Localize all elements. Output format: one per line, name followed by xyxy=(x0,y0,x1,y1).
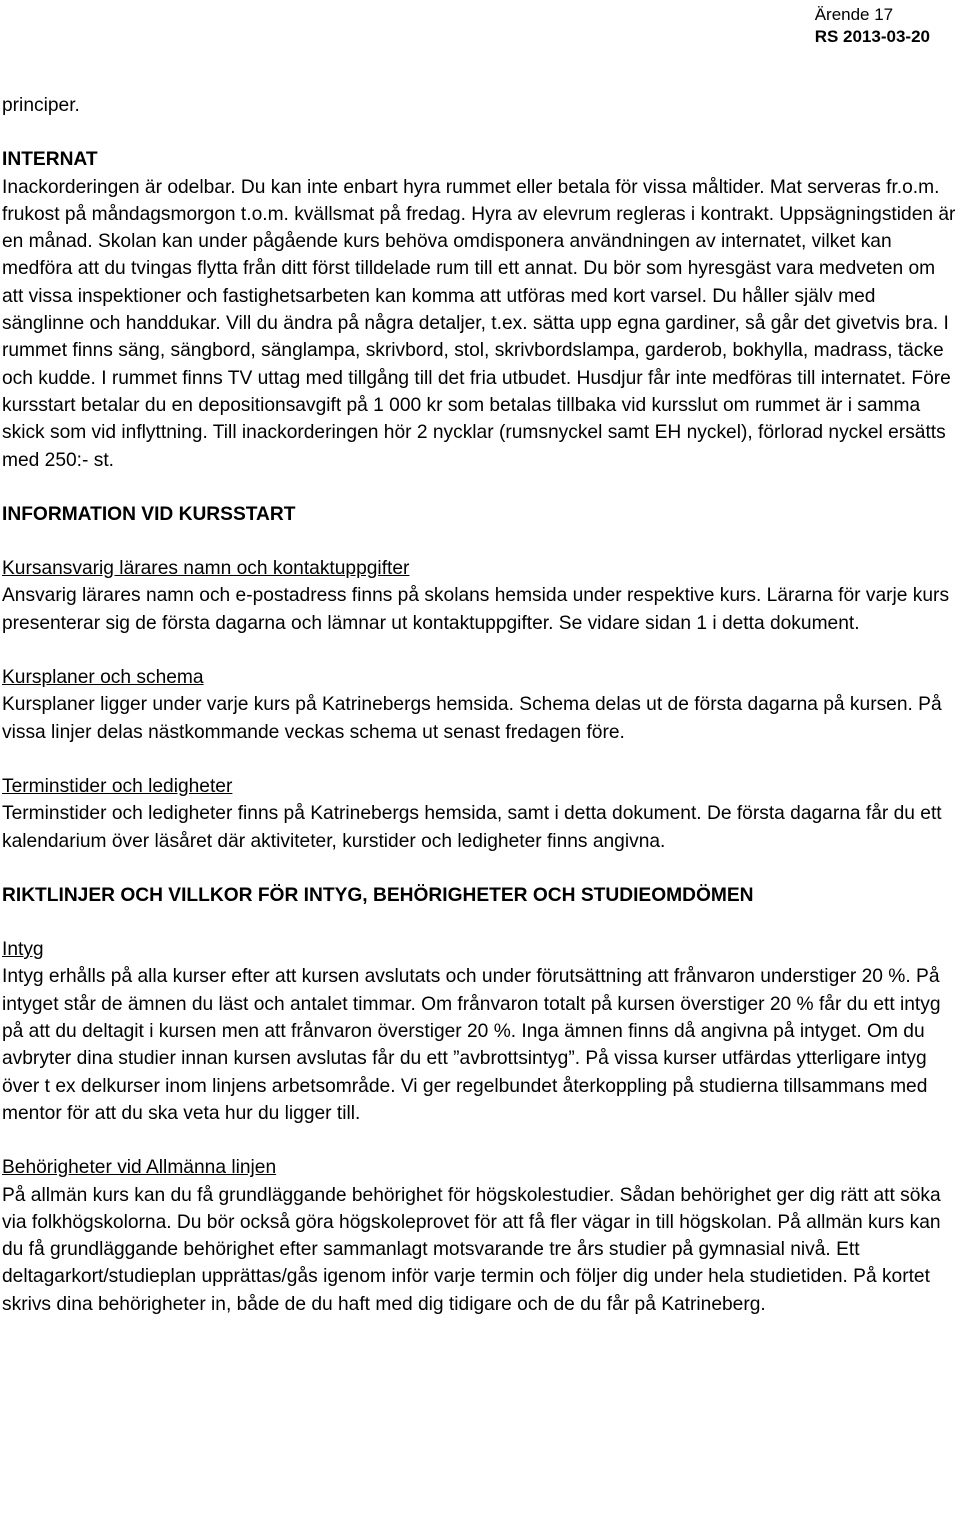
teacher-text: Ansvarig lärares namn och e-postadress finns på skolans hemsida under respektive kurs. Lärarna för varje kurs presenterar sig de första dagarna och lämnar ut kontaktuppgifter. Se vidare sidan 1 i detta dokument. xyxy=(2,585,950,634)
terms-text: Terminstider och ledigheter finns på Katrinebergs hemsida, samt i detta dokument. De första dagarna får du ett kalendarium över läsåret där aktiviteter, kurstider och ledigheter finns angivna. xyxy=(2,803,942,852)
teacher-heading: Kursansvarig lärares namn och kontaktuppgifter xyxy=(2,558,410,580)
internat-text: Inackorderingen är odelbar. Du kan inte enbart hyra rummet eller betala för vissa måltider. Mat serveras fr.o.m. frukost på måndagsmorgon t.o.m. kvällsmat på fredag. Hyra av elevrum regleras i kontrakt. Uppsägningstiden är en månad. Skolan kan under pågående kurs behöva omdisponera användningen av internatet, vilket kan medföra att du tvingas flytta från ditt först tilldelade rum till ett annat. Du bör som hyresgäst vara medveten om att vissa inspektioner och fastighetsarbeten kan komma att utföras med kort varsel. Du håller själv med sänglinne och handdukar. Vill du ändra på några detaljer, t.ex. sätta upp egna gardiner, så går det givetvis bra. I rummet finns säng, sängbord, sänglampa, skrivbord, stol, skrivbordslampa, garderob, bokhylla, madrass, täcke och kudde. I rummet finns TV uttag med tillgång till det fria utbudet. Husdjur får inte medföras till internatet. Före kursstart betalar du en depositionsavgift på 1 000 kr som betalas tillbaka vid kursslut om rummet är i samma skick som vid inflyttning. Till inackorderingen hör 2 nycklar (rumsnyckel samt EH nyckel), förlorad nyckel ersätts med 250:- st. xyxy=(2,176,956,471)
info-heading: INFORMATION VID KURSSTART xyxy=(2,503,296,525)
reference-date: RS 2013-03-20 xyxy=(814,27,930,46)
plans-heading: Kursplaner och schema xyxy=(2,667,204,689)
intyg-heading: Intyg xyxy=(2,939,44,961)
guidelines-heading: RIKTLINJER OCH VILLKOR FÖR INTYG, BEHÖRIGHETER OCH STUDIEOMDÖMEN xyxy=(2,884,754,906)
terms-heading: Terminstider och ledigheter xyxy=(2,775,233,797)
document-body xyxy=(2,92,958,1318)
eligibility-heading: Behörigheter vid Allmänna linjen xyxy=(2,1157,277,1179)
plans-text: Kursplaner ligger under varje kurs på Katrinebergs hemsida. Schema delas ut de första dagarna på kursen. På vissa linjer delas nästkommande veckas schema ut senast fredagen före. xyxy=(2,694,942,743)
internat-heading: INTERNAT xyxy=(2,149,98,171)
intyg-text: Intyg erhålls på alla kurser efter att kursen avslutats och under förutsättning att frånvaron understiger 20 %. På intyget står de ämnen du läst och antalet timmar. Om frånvaron totalt på kursen överstiger 20 % får du ett intyg på att du deltagit i kursen men att frånvaron överstiger 20 %. Inga ämnen finns då angivna på intyget. Om du avbryter dina studier innan kursen avslutas får du ett ”avbrottsintyg”. På vissa kurser utfärdas ytterligare intyg över t ex delkurser inom linjens arbetsområde. Vi ger regelbundet återkoppling på studierna tillsammans med mentor för att du ska veta hur du ligger till. xyxy=(2,966,941,1124)
page-header xyxy=(815,4,930,48)
case-number: Ärende 17 xyxy=(814,5,894,24)
eligibility-text: På allmän kurs kan du få grundläggande behörighet för högskolestudier. Sådan behörighet ger dig rätt att söka via folkhögskolorna. Du bör också göra högskoleprovet för att få fler vägar in till högskolan. På allmän kurs kan du få grundläggande behörighet efter sammanlagt motsvarande tre års studier på gymnasial nivå. Ett deltagarkort/studieplan upprättas/gås igenom inför varje termin och följer dig under hela studietiden. På kortet skrivs dina behörigheter in, både de du haft med dig tidigare och de du får på Katrineberg. xyxy=(2,1184,941,1315)
intro-text: principer. xyxy=(2,95,80,116)
